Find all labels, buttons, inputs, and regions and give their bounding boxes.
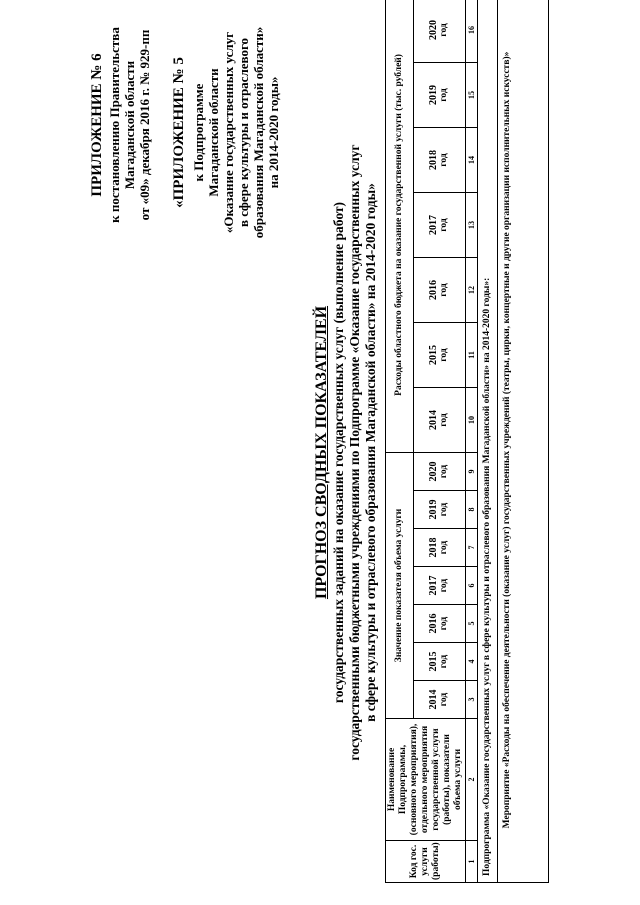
document-title: ПРОГНОЗ СВОДНЫХ ПОКАЗАТЕЛЕЙ bbox=[313, 305, 330, 600]
year-value: 2015 bbox=[428, 344, 440, 365]
year-word: год bbox=[439, 578, 450, 593]
document-subtitle: в сфере культуры и отраслевого образования Магаданской области» на 2014-2020 годы» bbox=[363, 183, 378, 722]
column-number: 13 bbox=[466, 192, 478, 257]
expense-year-2016 bbox=[413, 257, 465, 322]
column-number: 8 bbox=[466, 491, 478, 529]
year-value: 2019 bbox=[428, 499, 440, 520]
column-number: 9 bbox=[466, 452, 478, 490]
volume-year-2018 bbox=[413, 529, 465, 567]
header-volume-group: Значение показателя объема услуги bbox=[386, 452, 414, 718]
document-subtitle: государственных заданий на оказание государственных услуг (выполнение работ) bbox=[331, 201, 346, 704]
indicators-table bbox=[385, 0, 549, 883]
volume-year-2015 bbox=[413, 643, 465, 681]
column-number-row bbox=[466, 0, 478, 883]
appendix-5-line: образования Магаданской области» bbox=[251, 26, 266, 239]
document-title-block bbox=[312, 0, 379, 905]
column-number: 16 bbox=[466, 0, 478, 62]
year-value: 2014 bbox=[428, 689, 440, 710]
year-word: год bbox=[439, 540, 450, 555]
column-number: 15 bbox=[466, 62, 478, 127]
event-row: Мероприятие «Расходы на обеспечение деятельности (оказание услуг) государственных учреждений (театры, цирки, концертные и другие организации исполнительных искусств)» bbox=[498, 0, 549, 883]
appendix-5-line: Магаданской области bbox=[206, 68, 221, 197]
expense-year-2015 bbox=[413, 322, 465, 387]
appendix-5-line: к Подпрограмме bbox=[191, 83, 206, 182]
column-number: 3 bbox=[466, 681, 478, 719]
volume-year-2019 bbox=[413, 491, 465, 529]
year-word: год bbox=[439, 153, 450, 167]
year-value: 2017 bbox=[428, 214, 440, 235]
expense-year-2014 bbox=[413, 387, 465, 452]
expense-year-2018 bbox=[413, 127, 465, 192]
column-number: 2 bbox=[466, 719, 478, 841]
appendix-5-line: «Оказание государственных услуг bbox=[221, 31, 236, 234]
volume-year-2017 bbox=[413, 567, 465, 605]
volume-year-2020 bbox=[413, 452, 465, 490]
year-value: 2014 bbox=[428, 409, 440, 430]
year-value: 2015 bbox=[428, 651, 440, 672]
appendix-5-line: на 2014-2020 годы» bbox=[266, 76, 281, 189]
year-value: 2016 bbox=[428, 613, 440, 634]
column-number: 11 bbox=[466, 322, 478, 387]
year-value: 2016 bbox=[428, 279, 440, 300]
column-number: 4 bbox=[466, 643, 478, 681]
document-subtitle: государственными бюджетными учреждениями по Подпрограмме «Оказание государственных услуг bbox=[347, 144, 362, 761]
year-word: год bbox=[439, 23, 450, 37]
appendix-6-line: к постановлению Правительства bbox=[107, 27, 122, 223]
column-number: 1 bbox=[466, 841, 478, 883]
column-number: 5 bbox=[466, 605, 478, 643]
appendix-6-line: Магаданской области bbox=[122, 60, 137, 190]
column-number: 14 bbox=[466, 127, 478, 192]
year-word: год bbox=[439, 88, 450, 102]
year-word: год bbox=[439, 616, 450, 631]
appendix-6-header bbox=[90, 0, 152, 250]
year-word: год bbox=[439, 348, 450, 362]
expense-year-2020 bbox=[413, 0, 465, 62]
column-number: 6 bbox=[466, 567, 478, 605]
year-word: год bbox=[439, 413, 450, 427]
expense-year-2017 bbox=[413, 192, 465, 257]
volume-year-2016 bbox=[413, 605, 465, 643]
year-word: год bbox=[439, 692, 450, 707]
year-word: год bbox=[439, 283, 450, 297]
appendix-6-line: от «09» декабря 2016 г. № 929-пп bbox=[137, 29, 152, 221]
header-name: Наименование Подпрограммы, (основного мероприятия), отдельного мероприятия государственной услуги (работы), показатели объема услуги bbox=[386, 719, 466, 841]
column-number: 10 bbox=[466, 387, 478, 452]
appendix-5-header bbox=[172, 0, 281, 265]
year-word: год bbox=[439, 464, 450, 479]
year-value: 2020 bbox=[428, 19, 440, 40]
appendix-5-title: «ПРИЛОЖЕНИЕ № 5 bbox=[171, 57, 187, 208]
year-word: год bbox=[439, 218, 450, 232]
year-value: 2020 bbox=[428, 461, 440, 482]
header-expense-group: Расходы областного бюджета на оказание государственной услуги (тыс. рублей) bbox=[386, 0, 414, 452]
volume-year-2014 bbox=[413, 681, 465, 719]
expense-year-2019 bbox=[413, 62, 465, 127]
year-value: 2017 bbox=[428, 575, 440, 596]
year-word: год bbox=[439, 654, 450, 669]
appendix-5-line: в сфере культуры и отраслевого bbox=[236, 37, 251, 228]
year-value: 2019 bbox=[428, 84, 440, 105]
subprogram-row: Подпрограмма «Оказание государственных услуг в сфере культуры и отраслевого образования Магаданской области» на 2014-2020 годы»: bbox=[478, 0, 498, 883]
appendix-6-title: ПРИЛОЖЕНИЕ № 6 bbox=[89, 53, 105, 197]
column-number: 7 bbox=[466, 529, 478, 567]
year-word: год bbox=[439, 502, 450, 517]
header-code: Код гос. услуги (работы) bbox=[386, 841, 466, 883]
year-value: 2018 bbox=[428, 537, 440, 558]
year-value: 2018 bbox=[428, 149, 440, 170]
column-number: 12 bbox=[466, 257, 478, 322]
